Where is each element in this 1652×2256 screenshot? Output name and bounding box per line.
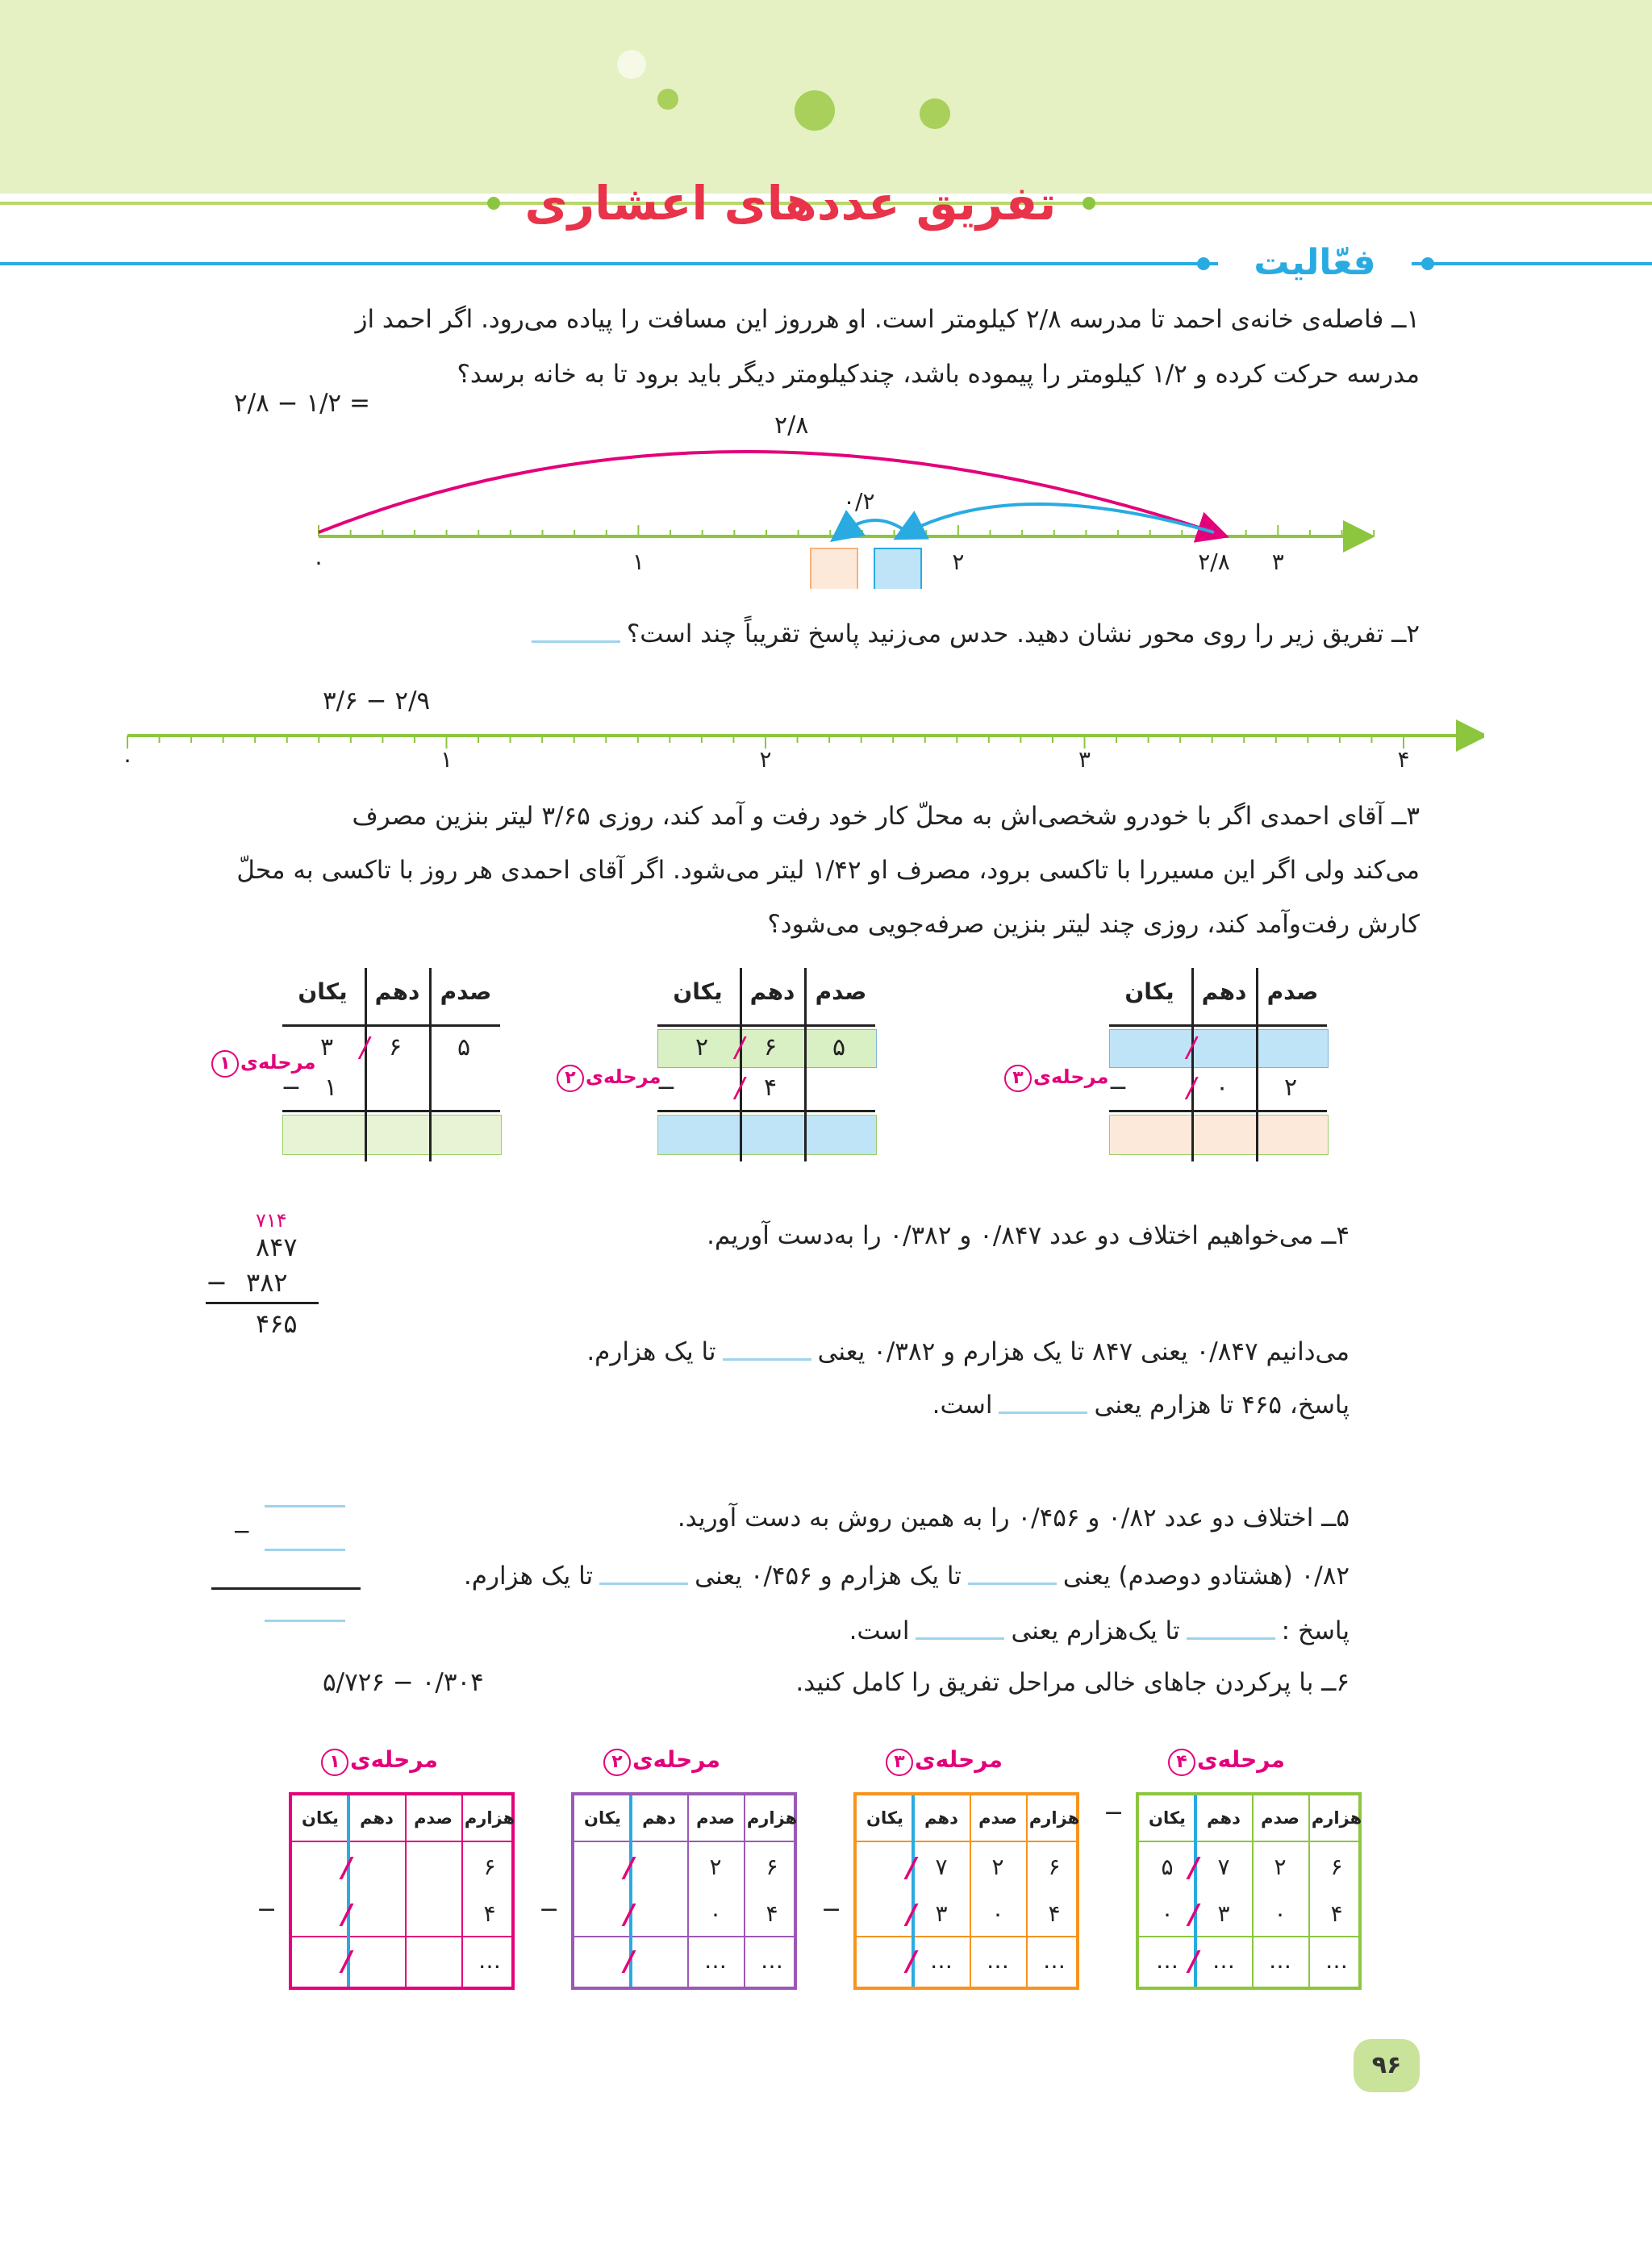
- q4-bottom: ۳۸۲: [246, 1267, 288, 1298]
- q3-header-yekan: یکان: [1124, 978, 1174, 1005]
- q3-header-sadom: صدم: [440, 978, 492, 1005]
- q3-header-sadom: صدم: [815, 978, 867, 1005]
- q3-digit: ۲: [1283, 1074, 1298, 1102]
- q6-cell: ۰: [991, 1900, 1004, 1927]
- q3-decimal-slash: /: [1187, 1032, 1196, 1064]
- q5-line3-c: است.: [849, 1616, 910, 1645]
- q6-minus: −: [257, 1895, 277, 1924]
- q1-tick-label: ۲/۸: [1198, 548, 1230, 575]
- q3-decimal-slash: /: [1187, 1072, 1196, 1104]
- header-dot: [795, 90, 835, 131]
- q6-cell: ۳: [935, 1900, 948, 1927]
- q6-header-rule: [292, 1841, 511, 1842]
- q6-header-rule: [857, 1841, 1076, 1842]
- q4-line3: [932, 1386, 1350, 1424]
- q3-col-rule: [429, 968, 432, 1161]
- q3-stage-number: ۲: [557, 1065, 584, 1092]
- q4-line2-b: تا یک هزارم.: [586, 1337, 716, 1366]
- q6-cell[interactable]: …: [930, 1947, 953, 1974]
- header-line-dot: [1083, 197, 1095, 210]
- q6-header: دهم: [360, 1808, 394, 1828]
- q3-digit: ۱: [323, 1074, 338, 1102]
- q6-header: صدم: [414, 1808, 453, 1828]
- q1-answer-box: [874, 548, 921, 589]
- q3-header-dahom: دهم: [1201, 978, 1247, 1005]
- q6-header: هزارم: [1028, 1808, 1080, 1828]
- section-line-dot: [1197, 257, 1210, 270]
- q3-result-fill[interactable]: [657, 1115, 877, 1155]
- q6-decimal-slash: /: [906, 1945, 917, 1978]
- q5-blank-1[interactable]: [968, 1570, 1057, 1585]
- q6-stage-label: [603, 1746, 720, 1776]
- q6-stage-word: مرحله‌ی: [915, 1746, 1003, 1773]
- q6-header: هزارم: [1311, 1808, 1362, 1828]
- q3-line1: ۳ــ آقای احمدی اگر با خودرو شخصی‌اش به محلّ کار خود رفت و آمد کند، روزی ۳/۶۵ لیتر بنزین مصرف: [352, 802, 1420, 831]
- q6-minus: −: [1103, 1799, 1124, 1827]
- q2-tick-label: ۲: [759, 746, 772, 773]
- q6-decimal-slash: /: [1188, 1899, 1199, 1931]
- q3-result-fill[interactable]: [282, 1115, 502, 1155]
- q6-header: دهم: [642, 1808, 676, 1828]
- q5-blank-top[interactable]: [265, 1505, 345, 1507]
- q3-minus: −: [656, 1074, 677, 1102]
- q6-header-rule: [1139, 1841, 1358, 1842]
- page-number-badge: [1354, 2039, 1420, 2092]
- q3-minus: −: [281, 1074, 302, 1102]
- q3-col-rule: [804, 968, 807, 1161]
- q3-digit: ۵: [457, 1033, 471, 1061]
- page-title: تفریق عددهای اعشاری: [524, 176, 1057, 231]
- q6-cell: ۰: [709, 1900, 722, 1927]
- q6-cell[interactable]: …: [761, 1947, 783, 1974]
- q6-cell: ۳: [1217, 1900, 1230, 1927]
- q6-decimal-slash: /: [1188, 1945, 1199, 1978]
- q1-tick-label: ۰: [312, 548, 325, 575]
- header-dot: [920, 98, 950, 129]
- q6-header: یکان: [1149, 1808, 1186, 1828]
- q1-arc-small-label: ۰/۲: [843, 488, 875, 515]
- q4-text: ۴ــ می‌خواهیم اختلاف دو عدد ۰/۸۴۷ و ۰/۳۸۲ را به‌دست آوریم.: [707, 1221, 1350, 1250]
- q3-digit: ۴: [763, 1074, 778, 1102]
- q3-header-sadom: صدم: [1266, 978, 1319, 1005]
- q6-cell[interactable]: …: [1043, 1947, 1066, 1974]
- q6-stage-number: ۴: [1168, 1749, 1195, 1776]
- q5-blank-4[interactable]: [916, 1624, 1004, 1640]
- q6-stage-number: ۲: [603, 1749, 631, 1776]
- q6-cell[interactable]: …: [1212, 1947, 1235, 1974]
- q6-header: صدم: [696, 1808, 735, 1828]
- q3-stage-word: مرحله‌ی: [240, 1051, 316, 1074]
- q6-stage-word: مرحله‌ی: [350, 1746, 439, 1773]
- q3-stage-word: مرحله‌ی: [586, 1065, 661, 1088]
- q6-stage-label: [321, 1746, 438, 1776]
- q5-text: ۵ــ اختلاف دو عدد ۰/۸۲ و ۰/۴۵۶ را به همین روش به دست آورید.: [677, 1503, 1350, 1532]
- header-line-dot: [487, 197, 500, 210]
- q3-decimal-slash: /: [360, 1032, 369, 1064]
- q6-cell[interactable]: …: [478, 1947, 501, 1974]
- q3-stage-word: مرحله‌ی: [1033, 1065, 1109, 1088]
- q3-stage-number: ۱: [211, 1050, 239, 1078]
- q4-result: ۴۶۵: [256, 1308, 298, 1339]
- q4-blank-2[interactable]: [999, 1399, 1087, 1414]
- q6-minus-rule: [1139, 1936, 1358, 1937]
- q6-minus: −: [821, 1895, 842, 1924]
- q3-digit: ۳: [319, 1033, 334, 1061]
- q6-header: هزارم: [464, 1808, 515, 1828]
- q6-minus: −: [539, 1895, 560, 1924]
- q6-decimal-slash: /: [906, 1899, 917, 1931]
- q4-minus: −: [206, 1267, 227, 1298]
- page-number: ۹۶: [1371, 2051, 1402, 2079]
- q3-digit: ۵: [832, 1033, 846, 1061]
- q5-line2-a: ۰/۸۲ (هشتادو دوصدم) یعنی: [1062, 1562, 1350, 1591]
- q3-digit: ۶: [763, 1033, 778, 1061]
- q6-cell: ۴: [483, 1900, 496, 1927]
- q4-calc: [206, 1210, 327, 1343]
- q6-cell: ۲: [991, 1854, 1004, 1880]
- q3-digit: ۶: [388, 1033, 403, 1061]
- q3-digit: ۰: [1215, 1074, 1229, 1102]
- q5-rule: [211, 1587, 361, 1590]
- q5-line2-c: تا یک هزارم.: [463, 1562, 594, 1591]
- q4-line2: [586, 1332, 1350, 1371]
- q1-answer-box: [811, 548, 857, 589]
- q3-header-rule: [657, 1024, 875, 1027]
- q6-header: یکان: [584, 1808, 621, 1828]
- q5-line3: [849, 1612, 1350, 1650]
- q6-grid: [853, 1792, 1079, 1990]
- q3-header-yekan: یکان: [298, 978, 348, 1005]
- q6-cell: ۶: [483, 1854, 496, 1880]
- q2-tick-label: ۱: [440, 746, 453, 773]
- q2-expression: ۳/۶ − ۲/۹: [323, 686, 431, 715]
- q3-minus: −: [1108, 1074, 1128, 1102]
- q6-header: دهم: [1207, 1808, 1241, 1828]
- q6-minus-rule: [857, 1936, 1076, 1937]
- q6-stage-number: ۱: [321, 1749, 348, 1776]
- q6-text: ۶ــ با پرکردن جاهای خالی مراحل تفریق را کامل کنید.: [795, 1668, 1350, 1697]
- q1-tick-label: ۳: [1271, 548, 1284, 575]
- q6-cell: ۷: [1217, 1854, 1230, 1880]
- q6-stage-word: مرحله‌ی: [632, 1746, 721, 1773]
- q1-tick-label: ۲: [952, 548, 965, 575]
- q3-stage-label: [211, 1050, 315, 1078]
- q1-line1: ۱ــ فاصله‌ی خانه‌ی احمد تا مدرسه ۲/۸ کیلومتر است. او هرروز این مسافت را پیاده می‌رود. اگر احمد از: [355, 305, 1420, 334]
- q6-header: صدم: [978, 1808, 1017, 1828]
- q3-table: [657, 968, 875, 1161]
- q6-decimal-slash: /: [624, 1945, 635, 1978]
- q3-header-rule: [1109, 1024, 1327, 1027]
- q4-blank-1[interactable]: [723, 1345, 811, 1361]
- q3-line3: کارش رفت‌وآمد کند، روزی چند لیتر بنزین صرفه‌جویی می‌شود؟: [767, 910, 1420, 939]
- q3-line2: می‌کند ولی اگر این مسیررا با تاکسی برود، مصرف او ۱/۴۲ لیتر می‌شود. اگر آقای احمدی هر روز با تاکسی به محلّ: [236, 856, 1420, 885]
- q6-cell[interactable]: …: [1325, 1947, 1348, 1974]
- q5-line3-b: تا یک‌هزارم یعنی: [1011, 1616, 1180, 1645]
- q6-decimal-slash: /: [341, 1899, 353, 1931]
- q6-minus-rule: [574, 1936, 794, 1937]
- q2-tick-label: ۴: [1397, 746, 1410, 773]
- q3-result-fill[interactable]: [1109, 1115, 1329, 1155]
- q6-cell: ۰: [1161, 1900, 1174, 1927]
- section-title: فعّالیت: [1218, 239, 1412, 287]
- q5-blank-result[interactable]: [265, 1620, 345, 1622]
- q6-header-rule: [574, 1841, 794, 1842]
- q6-header: دهم: [924, 1808, 958, 1828]
- q4-line2-a: می‌دانیم ۰/۸۴۷ یعنی ۸۴۷ تا یک هزارم و ۰/۳۸۲ یعنی: [817, 1337, 1350, 1366]
- q5-minus: −: [232, 1518, 252, 1545]
- q3-header-dahom: دهم: [749, 978, 795, 1005]
- q6-cell: ۴: [1048, 1900, 1061, 1927]
- q6-header: صدم: [1261, 1808, 1299, 1828]
- q3-table: [1109, 968, 1327, 1161]
- q6-cell: ۶: [766, 1854, 778, 1880]
- q6-cell: ۶: [1330, 1854, 1343, 1880]
- q1-arc-big-label: ۲/۸: [774, 411, 809, 440]
- q4-line3-a: پاسخ، ۴۶۵ تا هزارم یعنی: [1094, 1391, 1350, 1420]
- q6-grid: [1136, 1792, 1362, 1990]
- q3-minus-rule: [282, 1110, 500, 1112]
- q3-header-yekan: یکان: [673, 978, 723, 1005]
- q3-stage-label: [1004, 1065, 1108, 1092]
- q3-header-dahom: دهم: [374, 978, 420, 1005]
- q6-header: هزارم: [746, 1808, 798, 1828]
- section-line-dot: [1421, 257, 1434, 270]
- q3-minus-rule: [657, 1110, 875, 1112]
- q3-stage-label: [557, 1065, 661, 1092]
- q3-minus-rule: [1109, 1110, 1327, 1112]
- q1-arc-big: [319, 452, 1214, 532]
- q6-stage-label: [886, 1746, 1003, 1776]
- q3-digit: ۲: [695, 1033, 709, 1061]
- q5-calc: [210, 1502, 363, 1631]
- q2-tick-label: ۰: [121, 746, 134, 773]
- header-dot: [657, 89, 678, 110]
- q1-tick-label: ۱: [632, 548, 645, 575]
- q3-decimal-slash: /: [735, 1072, 745, 1104]
- q5-line2-b: تا یک هزارم و ۰/۴۵۶ یعنی: [695, 1562, 962, 1591]
- q6-decimal-slash: /: [624, 1899, 635, 1931]
- q3-stage-number: ۳: [1004, 1065, 1032, 1092]
- q6-cell: ۲: [1274, 1854, 1287, 1880]
- q6-header: یکان: [302, 1808, 339, 1828]
- q6-cell[interactable]: …: [1269, 1947, 1291, 1974]
- q6-cell: ۷: [935, 1854, 948, 1880]
- q1-line2: مدرسه حرکت کرده و ۱/۲ کیلومتر را پیموده باشد، چندکیلومتر دیگر باید برود تا به خانه برسد؟: [457, 360, 1420, 389]
- q6-cell: ۵: [1161, 1854, 1174, 1880]
- q4-bottom-row: [206, 1263, 327, 1302]
- q3-decimal-slash: /: [735, 1032, 745, 1064]
- q4-borrow: ۷۱۴: [256, 1209, 287, 1232]
- q6-decimal-slash: /: [1188, 1852, 1199, 1884]
- q5-line2: [464, 1557, 1350, 1595]
- q6-cell: ۴: [1330, 1900, 1343, 1927]
- q4-top: ۸۴۷: [256, 1232, 298, 1262]
- q6-stage-number: ۳: [886, 1749, 913, 1776]
- q2-number-line: [113, 718, 1484, 766]
- q6-stage-word: مرحله‌ی: [1197, 1746, 1286, 1773]
- q6-decimal-slash: /: [624, 1852, 635, 1884]
- q6-minus-rule: [292, 1936, 511, 1937]
- q6-grid: [571, 1792, 797, 1990]
- q3-col-rule: [1256, 968, 1258, 1161]
- q2-question: ۲ــ تفریق زیر را روی محور نشان دهید. حدس می‌زنید پاسخ تقریباً چند است؟: [626, 619, 1420, 648]
- q6-header: یکان: [866, 1808, 903, 1828]
- q6-cell: ۶: [1048, 1854, 1061, 1880]
- q5-line3-a: پاسخ :: [1281, 1616, 1350, 1645]
- q3-row1-fill: [1109, 1029, 1329, 1068]
- q2-answer-blank[interactable]: [532, 628, 620, 643]
- q6-cell: ۲: [709, 1854, 722, 1880]
- q4-line3-b: است.: [932, 1391, 993, 1420]
- q5-blank-2[interactable]: [599, 1570, 688, 1585]
- q6-decimal-slash: /: [341, 1852, 353, 1884]
- q1-expression: ۲/۸ − ۱/۲ =: [234, 389, 371, 418]
- q5-blank-3[interactable]: [1187, 1624, 1275, 1640]
- q6-cell[interactable]: …: [987, 1947, 1009, 1974]
- q6-stage-label: [1168, 1746, 1285, 1776]
- q6-expression: ۵/۷۲۶ − ۰/۳۰۴: [323, 1668, 484, 1697]
- q6-cell[interactable]: …: [704, 1947, 727, 1974]
- header-dot: [617, 50, 646, 79]
- q5-blank-mid[interactable]: [265, 1549, 345, 1551]
- q6-col-rule: [405, 1795, 407, 1987]
- q6-grid: [289, 1792, 515, 1990]
- q2-tick-label: ۳: [1078, 746, 1091, 773]
- q6-decimal-slash: /: [341, 1945, 353, 1978]
- q6-decimal-slash: /: [906, 1852, 917, 1884]
- q3-header-rule: [282, 1024, 500, 1027]
- q2-text: [525, 615, 1420, 653]
- q6-cell: ۰: [1274, 1900, 1287, 1927]
- q6-cell: ۴: [766, 1900, 778, 1927]
- q6-cell[interactable]: …: [1156, 1947, 1179, 1974]
- q1-arc-small2: [843, 520, 907, 532]
